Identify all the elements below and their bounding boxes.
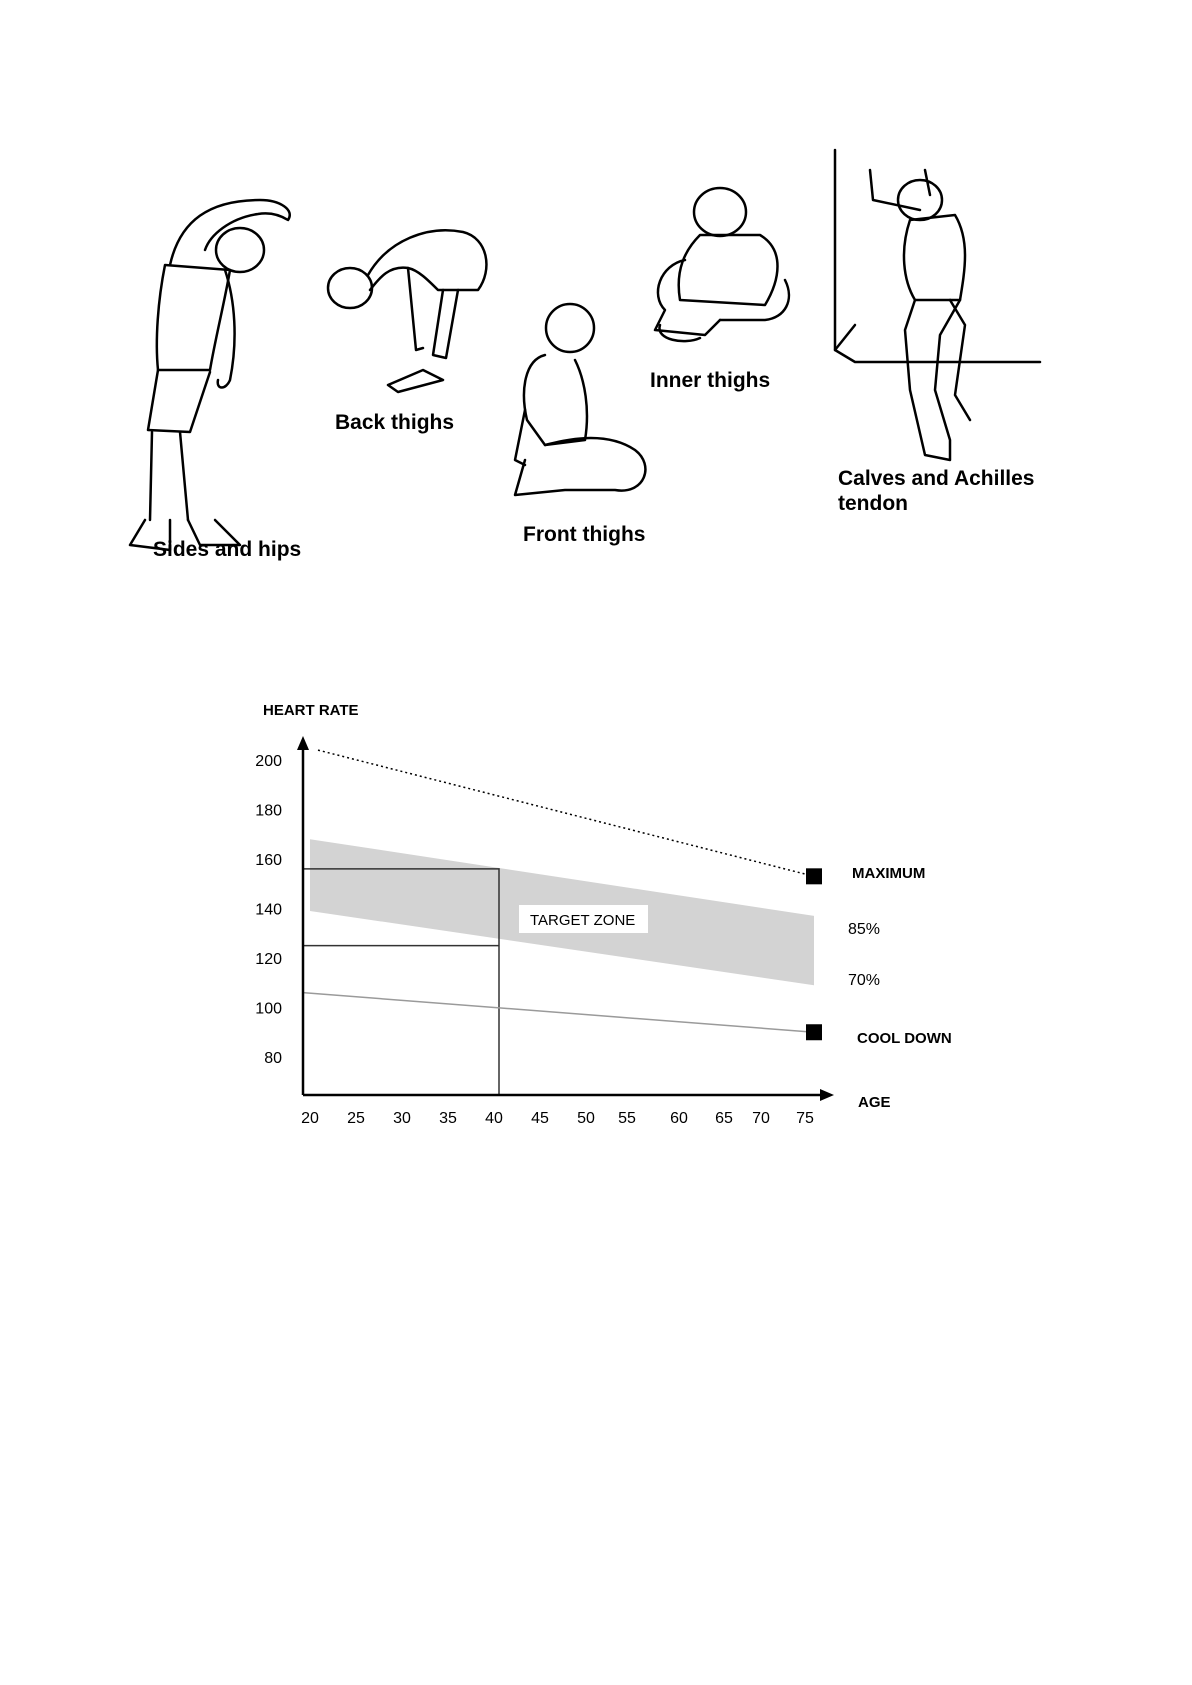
target-zone-label: TARGET ZONE <box>530 912 636 929</box>
band-lower-label: 70% <box>848 972 881 989</box>
maximum-marker <box>806 868 822 884</box>
y-tick-label: 140 <box>255 901 282 919</box>
x-tick-label: 20 <box>301 1110 319 1127</box>
stretch-label-back-thighs: Back thighs <box>335 411 455 434</box>
band-upper-label: 85% <box>848 921 881 938</box>
y-tick-label: 100 <box>255 1000 282 1018</box>
cool-down-label: COOL DOWN <box>857 1030 952 1047</box>
stretch-label-inner-thighs: Inner thighs <box>650 369 771 392</box>
cool-down-line <box>303 993 814 1033</box>
x-axis-title: AGE <box>858 1094 891 1111</box>
x-tick-label: 25 <box>347 1110 365 1127</box>
y-tick-label: 160 <box>255 852 282 869</box>
x-axis-arrow <box>820 1089 834 1101</box>
maximum-label: MAXIMUM <box>852 865 926 882</box>
x-tick-label: 60 <box>670 1110 688 1127</box>
stretch-label-front-thighs: Front thighs <box>523 523 646 546</box>
x-tick-label: 40 <box>485 1110 503 1127</box>
y-axis-arrow <box>297 736 309 750</box>
y-axis-title: HEART RATE <box>263 702 359 719</box>
y-tick-label: 120 <box>255 951 282 968</box>
x-tick-label: 65 <box>715 1110 733 1127</box>
cool-down-marker <box>806 1024 822 1040</box>
stretch-label-calves-achilles: Calves and Achilles tendon <box>838 467 1035 515</box>
x-tick-label: 45 <box>531 1110 549 1127</box>
y-tick-label: 200 <box>255 753 282 770</box>
stretch-label-sides-and-hips: Sides and hips <box>153 538 302 561</box>
x-tick-label: 30 <box>393 1110 411 1127</box>
y-tick-label: 180 <box>255 802 282 820</box>
x-tick-label: 50 <box>577 1110 595 1127</box>
y-tick-label: 80 <box>264 1050 282 1067</box>
x-tick-label: 35 <box>439 1110 457 1127</box>
x-tick-label: 55 <box>618 1110 636 1127</box>
x-tick-label: 70 <box>752 1110 770 1127</box>
x-tick-label: 75 <box>796 1110 814 1127</box>
